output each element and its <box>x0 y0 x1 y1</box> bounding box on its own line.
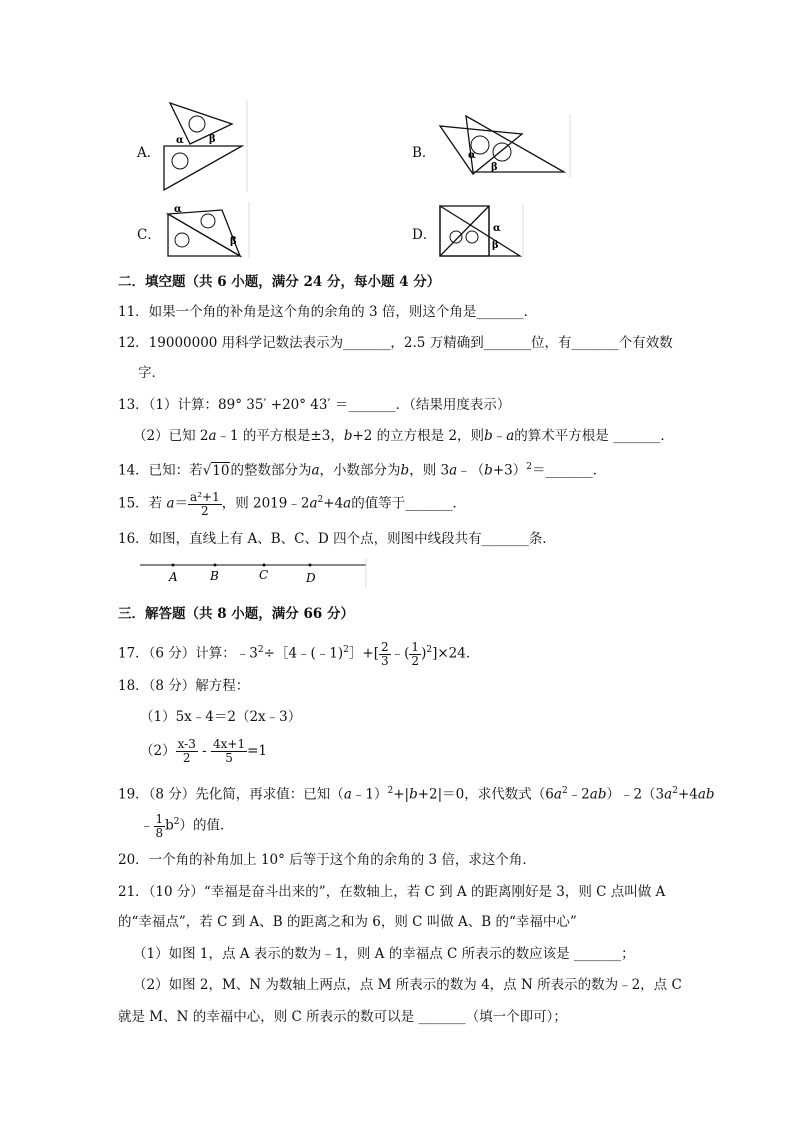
option-b-label[interactable]: B． <box>412 145 436 161</box>
question-12-line1: 12．19000000 用科学记数法表示为_______，2.5 万精确到_______位，有_______个有效数 <box>118 335 673 351</box>
option-a-label[interactable]: A． <box>137 145 161 161</box>
option-a-figure <box>160 100 250 195</box>
question-12-line2: 字． <box>138 365 165 381</box>
point-c-label: C <box>259 568 269 582</box>
question-20: 20．一个角的补角加上 10° 后等于这个角的余角的 3 倍，求这个角． <box>118 852 536 868</box>
option-c-figure <box>160 200 255 260</box>
point-a-label: A <box>169 570 178 584</box>
question-11: 11．如果一个角的补角是这个角的余角的 3 倍，则这个角是_______． <box>118 304 538 320</box>
fraction: $\frac{1}{8}$ <box>155 811 164 840</box>
section3-heading: 三．解答题（共 8 小题，满分 66 分） <box>118 606 354 622</box>
beta-label: β <box>491 162 498 173</box>
q16-number-line <box>140 558 370 590</box>
question-19-line2: ﹣ $\frac{1}{8}$ $b^2$）的值． <box>140 811 234 840</box>
question-18-part2: （2） $\frac{x-3}{2}$ - $\frac{4x+1}{5}$ =1 <box>140 737 267 765</box>
question-21-line2: 的“幸福点”，若 C 到 A、B 的距离之和为 6，则 C 叫做 A、B 的“幸福中心” <box>118 914 577 930</box>
question-21-line1: 21．（10 分）“幸福是奋斗出来的”，在数轴上，若 C 到 A 的距离刚好是 3，则 C 点叫做 A <box>118 884 666 900</box>
question-18-title: 18．（8 分）解方程： <box>118 678 250 694</box>
question-21-part2-line2: 就是 M、N 的幸福中心，则 C 所表示的数可以是 _______（填一个即可）； <box>118 1009 567 1025</box>
point-d-label: D <box>306 571 316 585</box>
alpha-label: α <box>176 135 184 146</box>
question-16: 16．如图，直线上有 A、B、C、D 四个点，则图中线段共有_______条． <box>118 531 556 547</box>
beta-label: β <box>492 240 499 251</box>
question-13-part1: 13．（1）计算：89° 35′ +20° 43′ ＝_______．（结果用度表示） <box>118 397 511 413</box>
beta-label: β <box>230 236 237 247</box>
sqrt-symbol: √ <box>202 462 212 479</box>
point-b-label: B <box>210 569 219 583</box>
option-d-label[interactable]: D． <box>412 227 437 243</box>
alpha-label: α <box>468 150 476 161</box>
option-c-label[interactable]: C． <box>137 227 161 243</box>
beta-label: β <box>209 134 216 145</box>
question-18-part1: （1）5x﹣4＝2（2x﹣3） <box>140 709 302 725</box>
alpha-label: α <box>493 223 501 234</box>
alpha-label: α <box>174 204 182 215</box>
question-19-line1: 19．（8 分）先化简，再求值：已知（a﹣1）$^2$+|b+2|＝0，求代数式$(6a^2﹣2ab)﹣2(3a^2+4ab$ <box>118 786 715 803</box>
fraction: $\frac{1}{2}$ <box>411 639 420 668</box>
question-21-part2-line1: （2）如图 2，M、N 为数轴上两点，点 M 所表示的数为 4，点 N 所表示的数为﹣2，点 C <box>133 977 682 993</box>
option-d-figure <box>438 204 528 260</box>
question-21-part1: （1）如图 1，点 A 表示的数为﹣1，则 A 的幸福点 C 所表示的数应该是 _______； <box>133 946 635 962</box>
fraction: $\frac{4x+1}{5}$ <box>213 737 246 765</box>
question-14: 14．已知：若√10的整数部分为a，小数部分为b，则 $3a﹣(b+3)^2=\_\_\_\_\_\_\_$． <box>118 462 607 479</box>
fraction: $\frac{\text{a²+1}}{2}$ <box>190 489 220 518</box>
fraction: $\frac{2}{3}$ <box>381 639 389 668</box>
fraction: $\frac{x-3}{2}$ <box>177 737 196 765</box>
question-15: 15．若 a＝ $\frac{\text{a²+1}}{2}$ ，则 $2019﹣2a^2+4a$的值等于_______． <box>118 489 466 518</box>
question-13-part2: （2）已知 2a﹣1 的平方根是±3，b+2 的立方根是 2，则b﹣a的算术平方根是 _______． <box>133 428 674 444</box>
option-b-figure <box>436 112 576 182</box>
section2-heading: 二．填空题（共 6 小题，满分 24 分，每小题 4 分） <box>118 274 441 290</box>
question-17: 17．（6 分）计算：$﹣3^2\div[4﹣(﹣1)^2]+$[ $\frac{2}{3}$ ﹣( $\frac{1}{2}$ )$^2$]×24． <box>118 639 480 668</box>
